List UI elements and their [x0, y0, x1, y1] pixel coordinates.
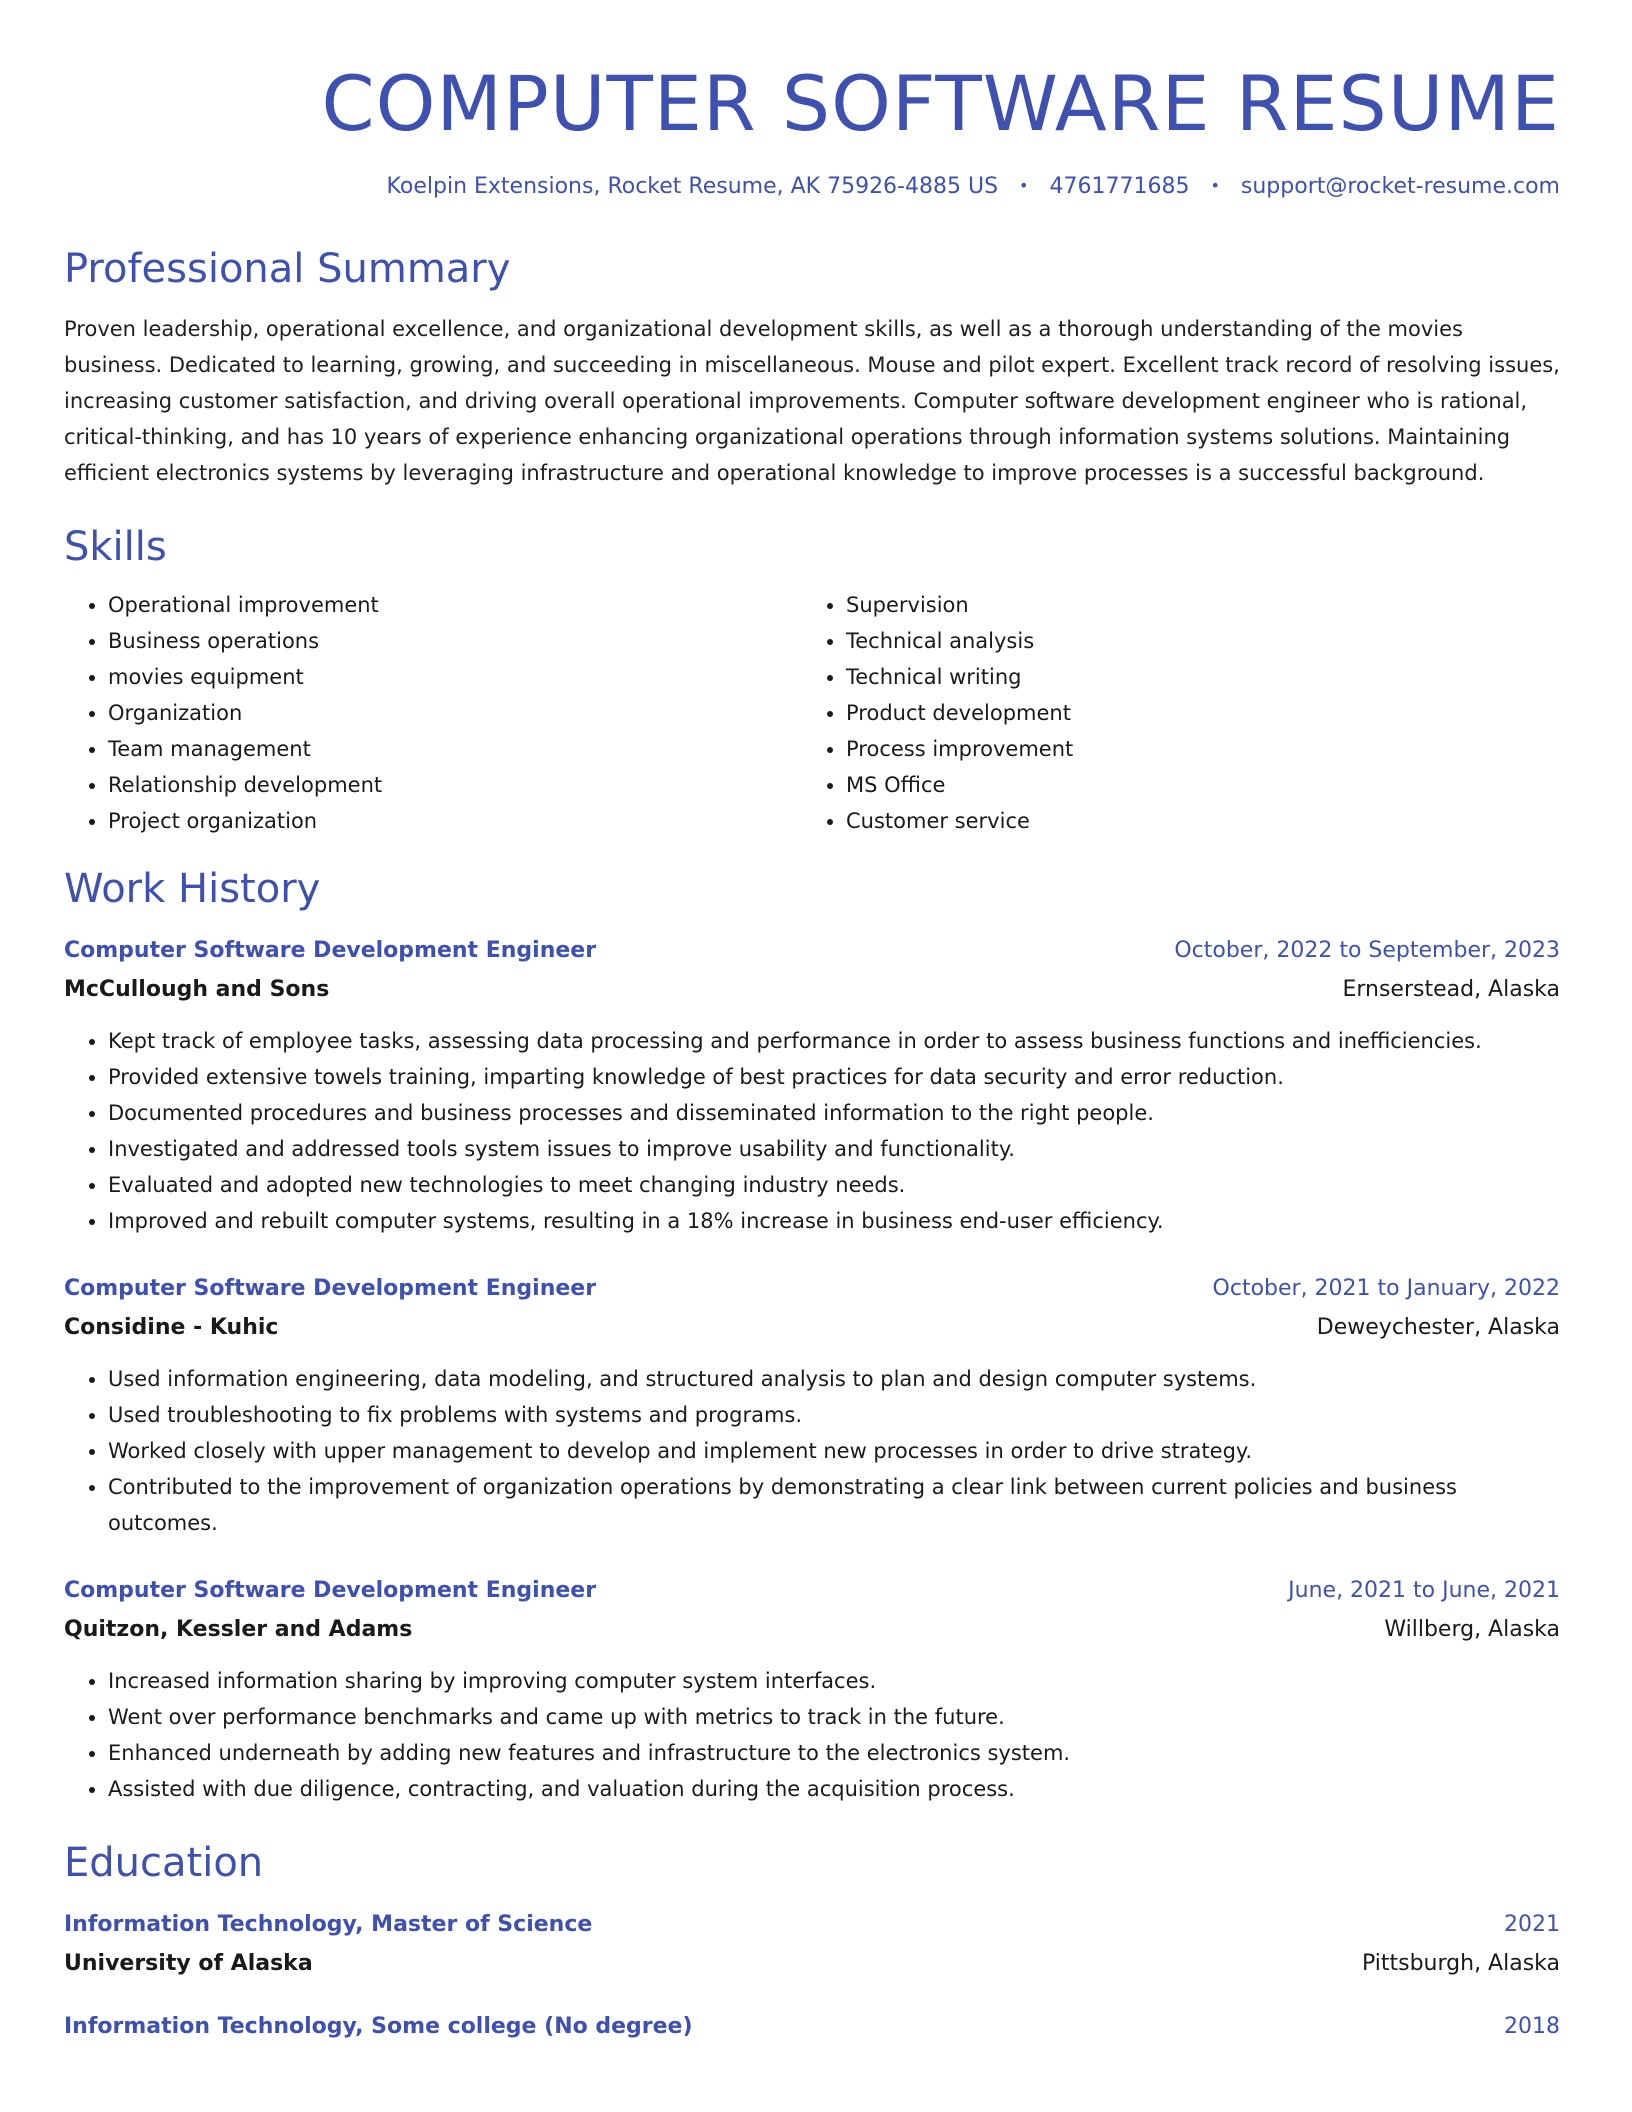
- job-bullets: [64, 1023, 1560, 1239]
- job-location: Deweychester, Alaska: [1316, 1315, 1560, 1340]
- skill-item: • Customer service: [846, 803, 1540, 839]
- job-entry: [64, 1571, 1560, 1807]
- education-location: Pittsburgh, Alaska: [1361, 1951, 1560, 1976]
- job-bullet: • Assisted with due diligence, contracting, and valuation during the acquisition process.: [108, 1771, 1560, 1807]
- job-title-row: [64, 1269, 1560, 1309]
- summary-heading: Professional Summary: [64, 246, 511, 292]
- skill-item: • Technical writing: [846, 659, 1540, 695]
- job-bullet: • Kept track of employee tasks, assessing data processing and performance in order to assess business functions and inefficiencies.: [108, 1023, 1560, 1059]
- skill-item: • Business operations: [108, 623, 802, 659]
- skill-item: • Product development: [846, 695, 1540, 731]
- job-bullet: • Improved and rebuilt computer systems, resulting in a 18% increase in business end-user efficiency.: [108, 1203, 1560, 1239]
- job-bullet: • Used information engineering, data modeling, and structured analysis to plan and design computer systems.: [108, 1361, 1560, 1397]
- skill-item: • Relationship development: [108, 767, 802, 803]
- education-school: University of Alaska: [64, 1951, 313, 1976]
- job-entry: [64, 931, 1560, 1239]
- job-bullet: • Contributed to the improvement of organization operations by demonstrating a clear link between current policies and business outcomes.: [108, 1469, 1560, 1541]
- contact-separator: •: [1210, 176, 1220, 195]
- job-bullet: • Went over performance benchmarks and came up with metrics to track in the future.: [108, 1699, 1560, 1735]
- job-bullets: [64, 1361, 1560, 1541]
- job-bullet: • Evaluated and adopted new technologies to meet changing industry needs.: [108, 1167, 1560, 1203]
- skill-item: • Organization: [108, 695, 802, 731]
- job-company-row: [64, 1309, 1560, 1347]
- job-location: Ernserstead, Alaska: [1342, 977, 1560, 1002]
- education-degree: Information Technology, Master of Science: [64, 1912, 593, 1937]
- education-year: 2021: [1504, 1912, 1560, 1937]
- job-company-row: [64, 971, 1560, 1009]
- job-bullets: [64, 1663, 1560, 1807]
- job-title: Computer Software Development Engineer: [64, 1276, 597, 1301]
- job-company: Considine - Kuhic: [64, 1315, 279, 1340]
- job-dates: June, 2021 to June, 2021: [1288, 1578, 1560, 1603]
- contact-phone[interactable]: 4761771685: [1049, 174, 1190, 199]
- skills-list: [64, 587, 1560, 839]
- job-dates: October, 2022 to September, 2023: [1174, 938, 1560, 963]
- resume-header: [64, 56, 1560, 199]
- skill-item: • Team management: [108, 731, 802, 767]
- education-entry: [64, 2007, 1560, 2047]
- job-company: McCullough and Sons: [64, 977, 330, 1002]
- job-title-row: [64, 1571, 1560, 1611]
- job-bullet: • Documented procedures and business processes and disseminated information to the right people.: [108, 1095, 1560, 1131]
- job-title-row: [64, 931, 1560, 971]
- summary-text: Proven leadership, operational excellence, and organizational development skills, as well as a thorough understanding of the movies business. Dedicated to learning, growing, and succeeding in miscellaneous. Mouse and pilot expert. Excellent track record of resolving issues, increasing customer satisfaction, and driving overall operational improvements. Computer software development engineer who is rational, critical-thinking, and has 10 years of experience enhancing organizational operations through information systems solutions. Maintaining efficient electronics systems by leveraging infrastructure and operational knowledge to improve processes is a successful background.: [64, 317, 1560, 485]
- job-company: Quitzon, Kessler and Adams: [64, 1617, 413, 1642]
- education-degree-row: [64, 2007, 1560, 2047]
- job-title: Computer Software Development Engineer: [64, 938, 597, 963]
- job-bullet: • Worked closely with upper management to develop and implement new processes in order to drive strategy.: [108, 1433, 1560, 1469]
- work-history-heading: Work History: [64, 866, 321, 912]
- job-bullet: • Used troubleshooting to fix problems with systems and programs.: [108, 1397, 1560, 1433]
- job-location: Willberg, Alaska: [1384, 1617, 1560, 1642]
- job-company-row: [64, 1611, 1560, 1649]
- resume-name: COMPUTER SOFTWARE RESUME: [321, 59, 1560, 148]
- contact-line: [64, 174, 1560, 199]
- skill-item: • movies equipment: [108, 659, 802, 695]
- job-bullet: • Provided extensive towels training, imparting knowledge of best practices for data security and error reduction.: [108, 1059, 1560, 1095]
- skill-item: • Supervision: [846, 587, 1540, 623]
- education-school-row: [64, 1945, 1560, 1983]
- skills-heading: Skills: [64, 524, 167, 570]
- contact-email[interactable]: support@rocket-resume.com: [1240, 174, 1560, 199]
- skills-column-left: [64, 587, 802, 839]
- contact-separator: •: [1019, 176, 1029, 195]
- skills-column-right: [802, 587, 1540, 839]
- education-year: 2018: [1504, 2014, 1560, 2039]
- resume-page: [64, 0, 1560, 2047]
- skill-item: • Technical analysis: [846, 623, 1540, 659]
- job-bullet: • Increased information sharing by improving computer system interfaces.: [108, 1663, 1560, 1699]
- job-entry: [64, 1269, 1560, 1541]
- job-bullet: • Investigated and addressed tools system issues to improve usability and functionality.: [108, 1131, 1560, 1167]
- skill-item: • Process improvement: [846, 731, 1540, 767]
- education-entry: [64, 1905, 1560, 1983]
- skill-item: • Project organization: [108, 803, 802, 839]
- job-title: Computer Software Development Engineer: [64, 1578, 597, 1603]
- job-dates: October, 2021 to January, 2022: [1212, 1276, 1560, 1301]
- education-degree: Information Technology, Some college (No degree): [64, 2014, 693, 2039]
- education-heading: Education: [64, 1840, 264, 1886]
- job-bullet: • Enhanced underneath by adding new features and infrastructure to the electronics system.: [108, 1735, 1560, 1771]
- skill-item: • MS Office: [846, 767, 1540, 803]
- skill-item: • Operational improvement: [108, 587, 802, 623]
- education-degree-row: [64, 1905, 1560, 1945]
- contact-address: Koelpin Extensions, Rocket Resume, AK 75926-4885 US: [386, 174, 999, 199]
